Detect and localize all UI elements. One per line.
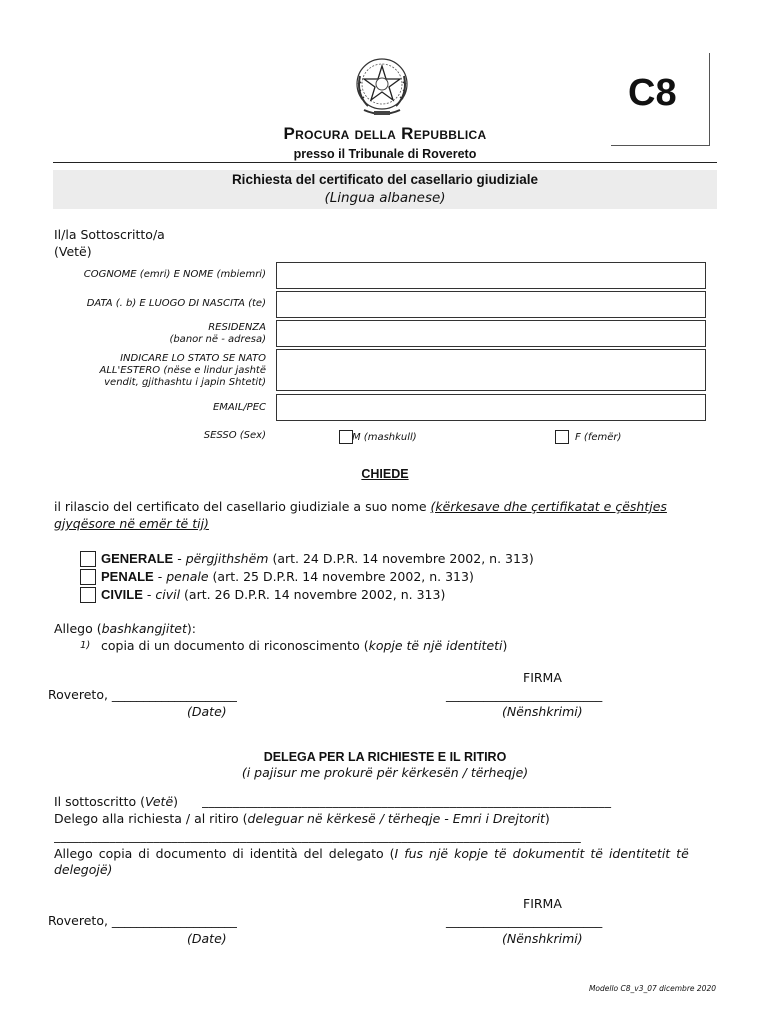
signature-line-2[interactable]: _________________________: [446, 913, 603, 928]
delega-line-4-b: I fus një kopje të dokumentit të identitetit të: [394, 846, 689, 861]
chiede-text: [54, 499, 724, 514]
sex-f-checkbox[interactable]: [555, 430, 569, 444]
option-generale-ref: (art. 24 D.P.R. 14 novembre 2002, n. 313): [268, 551, 534, 566]
republic-emblem-icon: [352, 54, 412, 120]
birth-date-place-field[interactable]: [276, 291, 706, 318]
foreign-state-label: [54, 353, 266, 389]
residence-label-line2: (banor në - adresa): [169, 334, 266, 345]
delegator-name-line[interactable]: __________________________________________________________________: [202, 794, 612, 808]
residence-label: [54, 322, 266, 346]
sex-m-label: M (mashkull): [352, 432, 417, 443]
place-date-line-2[interactable]: Rovereto, ____________________: [48, 913, 237, 928]
delega-line-1: [54, 794, 178, 809]
foreign-state-label-line3: vendit, gjithashtu i japin Shtetit): [104, 377, 266, 388]
attachment-item: [101, 638, 507, 653]
foreign-state-field[interactable]: [276, 349, 706, 391]
surname-name-field[interactable]: [276, 262, 706, 289]
attachment-item-translation: kopje të një identiteti: [368, 638, 503, 653]
form-code: C8: [628, 72, 677, 114]
option-civile: [101, 587, 445, 602]
sign-label-1: (Nënshkrimi): [502, 704, 583, 719]
delega-line-2-a: Delego alla richiesta / al ritiro (: [54, 811, 248, 826]
chiede-heading: CHIEDE: [361, 467, 409, 481]
attachment-item-text: copia di un documento di riconoscimento (: [101, 638, 369, 653]
delega-line-2: [54, 811, 550, 826]
option-civile-name: CIVILE: [101, 587, 143, 602]
chiede-text-plain: il rilascio del certificato del casellario giudiziale a suo nome: [54, 499, 427, 514]
applicant-intro: Il/la Sottoscritto/a: [54, 227, 165, 242]
sex-f-label: F (femër): [575, 432, 622, 443]
delega-line-4-a: Allego copia di documento di identità del delegato (: [54, 846, 395, 861]
sign-label-2: (Nënshkrimi): [502, 931, 583, 946]
attachments-label-translation: bashkangjitet: [101, 621, 187, 636]
generale-checkbox[interactable]: [80, 551, 96, 567]
office-subtitle: presso il Tribunale di Rovereto: [293, 147, 477, 161]
signature-line-1[interactable]: _________________________: [446, 687, 603, 702]
attachments-label-end: ):: [186, 621, 196, 636]
delega-line-1-b: Vetë: [145, 794, 174, 809]
surname-name-label: COGNOME (emri) E NOME (mbiemri): [83, 269, 266, 280]
delega-line-4: [54, 846, 718, 861]
place-date-line-1[interactable]: Rovereto, ____________________: [48, 687, 237, 702]
sex-m-checkbox[interactable]: [339, 430, 353, 444]
delega-heading: DELEGA PER LA RICHIESTE E IL RITIRO: [263, 750, 507, 764]
delegate-name-line[interactable]: _____________________________________________________________________________________: [54, 829, 581, 843]
firma-label-1: FIRMA: [523, 670, 562, 685]
delega-line-5: delegojë): [54, 862, 113, 877]
delega-line-1-c: ): [173, 794, 179, 809]
applicant-intro-translation: (Vetë): [54, 244, 92, 259]
option-penale: [101, 569, 474, 584]
request-title: Richiesta del certificato del casellario giudiziale: [231, 172, 539, 187]
attachments-label-start: Allego (: [54, 621, 102, 636]
option-penale-sep: -: [153, 569, 167, 584]
delega-line-1-a: Il sottoscritto (: [54, 794, 146, 809]
delega-line-2-c: ): [544, 811, 550, 826]
option-civile-sep: -: [142, 587, 156, 602]
request-language: (Lingua albanese): [324, 190, 446, 206]
option-generale-name: GENERALE: [101, 551, 174, 566]
birth-date-place-label: DATA (. b) E LUOGO DI NASCITA (te): [86, 298, 266, 309]
firma-label-2: FIRMA: [523, 896, 562, 911]
email-pec-label: EMAIL/PEC: [212, 402, 266, 413]
sex-label: SESSO (Sex): [203, 430, 266, 441]
attachment-item-number: 1): [80, 640, 91, 651]
chiede-text-translation-1: (kërkesave dhe çertifikatat e çështjes: [430, 499, 667, 514]
option-civile-ref: (art. 26 D.P.R. 14 novembre 2002, n. 313): [180, 587, 446, 602]
option-generale-translation: përgjithshëm: [185, 551, 269, 566]
office-title: Procura della Repubblica: [283, 124, 487, 143]
option-generale-sep: -: [173, 551, 186, 566]
email-pec-field[interactable]: [276, 394, 706, 421]
residence-label-line1: RESIDENZA: [208, 322, 266, 333]
option-penale-translation: penale: [166, 569, 209, 584]
date-label-1: (Date): [187, 704, 227, 719]
foreign-state-label-line2: ALL'ESTERO (nëse e lindur jashtë: [99, 365, 266, 376]
residence-field[interactable]: [276, 320, 706, 347]
date-label-2: (Date): [187, 931, 227, 946]
chiede-text-translation-2: gjyqësore në emër të tij): [54, 516, 209, 531]
civile-checkbox[interactable]: [80, 587, 96, 603]
penale-checkbox[interactable]: [80, 569, 96, 585]
option-penale-name: PENALE: [101, 569, 154, 584]
attachments-label: [54, 621, 196, 636]
option-civile-translation: civil: [155, 587, 181, 602]
option-generale: [101, 551, 534, 566]
option-penale-ref: (art. 25 D.P.R. 14 novembre 2002, n. 313): [208, 569, 474, 584]
foreign-state-label-line1: INDICARE LO STATO SE NATO: [120, 353, 266, 364]
delega-subheading: (i pajisur me prokurë për kërkesën / tërheqje): [241, 765, 529, 780]
delega-line-2-b: deleguar në kërkesë / tërheqje - Emri i Drejtorit: [247, 811, 545, 826]
header-divider: [53, 162, 717, 163]
model-version: Modello C8_v3_07 dicembre 2020: [588, 984, 716, 993]
attachment-item-end: ): [502, 638, 508, 653]
